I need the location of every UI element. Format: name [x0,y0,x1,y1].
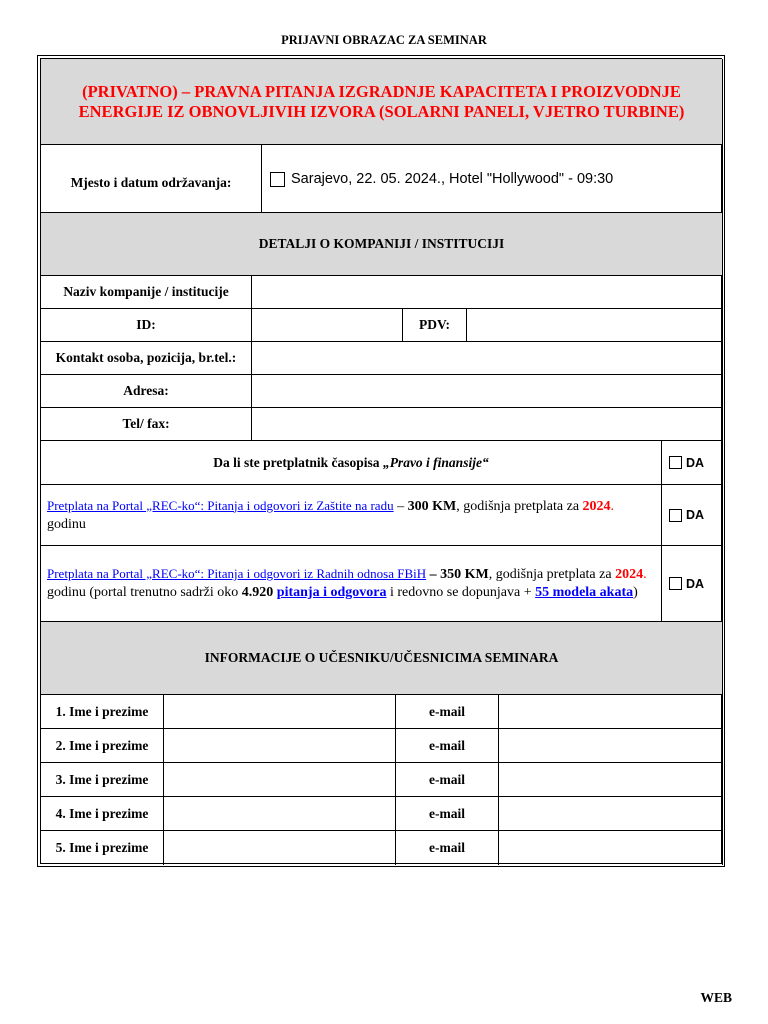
address-field[interactable] [252,375,723,408]
offer1-checkbox[interactable] [669,509,682,522]
participant-name-label: 3. Ime i prezime [55,771,149,787]
seminar-title-line2: ENERGIJE IZ OBNOVLJIVIH IZVORA (SOLARNI PANELI, VJETRO TURBINE) [78,101,685,121]
document-title: PRIJAVNI OBRAZAC ZA SEMINAR [281,33,487,47]
participant-name-label-cell [41,831,164,865]
participant-email-field[interactable] [499,797,723,831]
offer2-qa-link[interactable]: pitanja i odgovora [276,585,387,600]
offer2-desc: , godišnja pretplata za [488,567,616,582]
participant-email-label-cell [396,763,499,797]
venue-value-cell [262,145,723,213]
subscription-da-label: DA [686,455,705,470]
participant-name-field[interactable] [164,763,396,797]
offer1-da-label: DA [686,508,705,522]
form-inner-border [40,58,722,864]
pdv-label: PDV: [418,317,450,332]
participant-email-label: e-mail [429,703,465,719]
offer2-text [41,565,661,602]
company-name-label: Naziv kompanije / institucije [63,284,229,299]
offer1-desc: , godišnja pretplata za [456,498,583,514]
offer2-price: – 350 KM [426,567,489,582]
venue-label-cell [41,145,262,213]
participant-name-label-cell [41,729,164,763]
participant-name-label: 4. Ime i prezime [55,805,149,821]
offer1-cell [41,485,662,546]
offer2-da-cell [662,546,723,622]
participant-name-label: 2. Ime i prezime [55,737,149,753]
offer2-year: 2024 [615,567,644,582]
participant-name-label: 1. Ime i prezime [55,703,149,719]
id-label: ID: [136,317,156,332]
offer1-text [41,497,661,534]
participant-name-field[interactable] [164,695,396,729]
offer2-cell [41,546,662,622]
id-field[interactable] [252,309,403,342]
participant-name-label-cell [41,763,164,797]
journal-name: „Pravo i finansije“ [382,454,489,470]
venue-label: Mjesto i datum održavanja: [70,174,232,190]
pdv-field[interactable] [467,309,723,342]
participant-email-label-cell [396,695,499,729]
company-name-label-cell [41,276,252,309]
participants-heading: INFORMACIJE O UČESNIKU/UČESNICIMA SEMINARA [204,650,559,665]
offer2-desc3: i redovno se dopunjava + [386,585,536,600]
participant-name-field[interactable] [164,797,396,831]
contact-field[interactable] [252,342,723,375]
company-name-field[interactable] [252,276,723,309]
subscription-question-cell [41,441,662,485]
participant-email-field[interactable] [499,695,723,729]
participant-email-field[interactable] [499,729,723,763]
seminar-title-line1: (PRIVATNO) – PRAVNA PITANJA IZGRADNJE KAPACITETA I PROIZVODNJE [82,81,681,101]
address-label-cell [41,375,252,408]
participant-email-label-cell [396,797,499,831]
subscription-question-text: Da li ste pretplatnik časopisa [213,454,383,470]
subscription-checkbox[interactable] [669,456,682,469]
tel-label-cell [41,408,252,441]
participant-email-label: e-mail [429,840,465,855]
subscription-question [213,455,488,471]
offer2-models-link[interactable]: 55 modela akata [535,585,634,600]
participant-email-label: e-mail [429,805,465,821]
pdv-label-cell [403,309,467,342]
offer2-da-label: DA [686,576,705,591]
seminar-title-cell [41,59,723,145]
offer2-checkbox[interactable] [669,577,682,590]
venue-value: Sarajevo, 22. 05. 2024., Hotel "Hollywood" - 09:30 [291,171,614,187]
contact-label: Kontakt osoba, pozicija, br.tel.: [55,350,237,365]
registration-form [37,55,725,867]
offer2-link[interactable]: Pretplata na Portal „REC-ko“: Pitanja i odgovori iz Radnih odnosa FBiH [47,566,427,581]
participant-email-label: e-mail [429,737,465,753]
contact-label-cell [41,342,252,375]
participant-email-label: e-mail [429,771,465,787]
offer1-da-cell [662,485,723,546]
tel-field[interactable] [252,408,723,441]
offer1-desc2: godinu [47,516,86,532]
participant-name-field[interactable] [164,831,396,865]
participant-name-label: 5. Ime i prezime [55,840,149,855]
offer1-dash: – [393,498,408,514]
offer2-close: ) [633,585,638,600]
company-section-heading-cell [41,213,723,276]
tel-label: Tel/ fax: [122,416,170,431]
offer1-link[interactable]: Pretplata na Portal „REC-ko“: Pitanja i odgovori iz Zaštite na radu [47,497,394,513]
subscription-da-cell [662,441,723,485]
footer-web-label: WEB [700,990,732,1005]
offer1-year: 2024 [582,498,611,514]
address-label: Adresa: [123,383,169,398]
participant-email-field[interactable] [499,831,723,865]
company-section-heading: DETALJI O KOMPANIJI / INSTITUCIJI [258,236,505,251]
participant-email-field[interactable] [499,763,723,797]
venue-checkbox[interactable] [270,172,285,187]
offer2-count: 4.920 [241,585,274,600]
participant-email-label-cell [396,729,499,763]
offer2-dot: . [643,567,647,582]
participant-name-label-cell [41,797,164,831]
participant-name-field[interactable] [164,729,396,763]
offer1-dot: . [610,498,615,514]
offer1-price: 300 KM [407,498,457,514]
participants-heading-cell [41,622,723,695]
participant-email-label-cell [396,831,499,865]
participant-name-label-cell [41,695,164,729]
offer2-desc2: godinu (portal trenutno sadrži oko [47,585,242,600]
id-label-cell [41,309,252,342]
